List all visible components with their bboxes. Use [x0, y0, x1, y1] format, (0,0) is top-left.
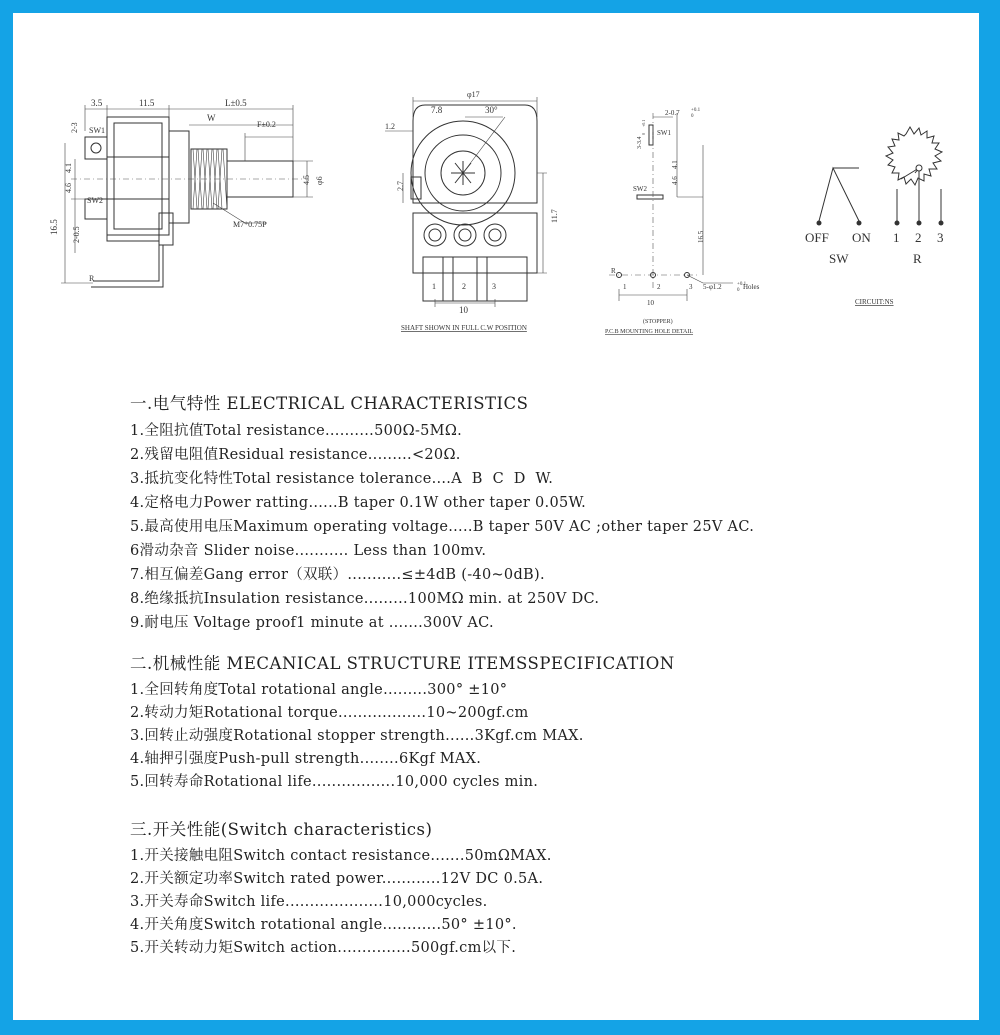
- label-r-circuit: R: [913, 251, 922, 266]
- dim-3-5: 3.5: [91, 98, 103, 108]
- dim-pcb-16-5: 16.5: [697, 230, 705, 243]
- pcb-caption: P.C.B MOUNTING HOLE DETAIL: [605, 329, 694, 335]
- sw2-slot: [637, 195, 663, 199]
- spec-max-voltage: 5.最高使用电压Maximum operating voltage.....B taper 50V AC ;other taper 25V AC.: [130, 519, 755, 535]
- dim-2-3: 2-3: [70, 122, 79, 133]
- terminal-1: 1: [893, 230, 900, 245]
- sw1-slot: [649, 125, 653, 145]
- dim-16-5: 16.5: [49, 219, 59, 235]
- terminal-pins: [424, 224, 506, 246]
- dim-pcb-4-1: 4.1: [671, 160, 679, 169]
- spec-total-resistance: 1.全阻抗值Total resistance..........500Ω-5MΩ.: [130, 423, 463, 439]
- spec-switch-rated-power: 2.开关额定功率Switch rated power............12V DC 0.5A.: [130, 871, 544, 887]
- terminal-3: 3: [937, 230, 944, 245]
- pin-1: 1: [432, 282, 436, 291]
- dim-holes-tol-lower: 0: [737, 288, 740, 293]
- spec-switch-angle: 4.开关角度Switch rotational angle............50° ±10°.: [130, 917, 517, 933]
- label-sw1: SW1: [89, 126, 105, 135]
- bushing-base: [169, 131, 189, 223]
- electrical-heading: 一.电气特性 ELECTRICAL CHARACTERISTICS: [130, 394, 529, 413]
- pin-3: 3: [492, 282, 496, 291]
- pcb-label-1: 1: [623, 283, 627, 291]
- spec-switch-life: 3.开关寿命Switch life....................10,000cycles.: [130, 894, 488, 910]
- switch-section: [130, 816, 552, 960]
- dim-4-1: 4.1: [64, 163, 73, 173]
- switch-heading: 三.开关性能(Switch characteristics): [130, 820, 433, 839]
- dim-3-3-4-tol-lower: 0: [641, 133, 646, 135]
- dim-thread: M7*0.75P: [233, 220, 267, 229]
- spec-rotational-life: 5.回转寿命Rotational life.................10,000 cycles min.: [130, 774, 539, 790]
- dim-10: 10: [459, 305, 468, 315]
- dim-4-6: 4.6: [64, 183, 73, 193]
- dim-phi6: φ6: [315, 176, 324, 185]
- dim-F: F±0.2: [257, 120, 276, 129]
- circuit-diagram: [805, 127, 944, 306]
- dim-phi17: φ17: [467, 90, 480, 99]
- terminal-2: 2: [915, 230, 922, 245]
- spec-switch-contact-resistance: 1.开关接触电阻Switch contact resistance.......50mΩMAX.: [130, 848, 552, 864]
- dim-7-8: 7.8: [431, 105, 443, 115]
- mechanical-heading: 二.机械性能 MECANICAL STRUCTURE ITEMSSPECIFICATION: [130, 654, 675, 673]
- dim-holes-label: Holes: [743, 283, 760, 291]
- label-sw: SW: [829, 251, 849, 266]
- dim-11-7: 11.7: [550, 209, 559, 223]
- pcb-label-2: 2: [657, 283, 661, 291]
- dim-2-7: 2.7: [396, 181, 405, 191]
- spec-rotational-angle: 1.全回转角度Total rotational angle.........300° ±10°: [130, 682, 508, 698]
- dim-11-5: 11.5: [139, 98, 155, 108]
- dim-holes: 5-φ1.2: [703, 283, 722, 291]
- spec-residual-resistance: 2.残留电阻值Residual resistance.........<20Ω.: [130, 447, 461, 463]
- pcb-label-r: R: [611, 267, 616, 275]
- spec-insulation-resistance: 8.绝缘抵抗Insulation resistance.........100MΩ min. at 250V DC.: [130, 591, 600, 607]
- spec-voltage-proof: 9.耐电压 Voltage proof1 minute at .......300V AC.: [130, 615, 494, 631]
- mechanical-section: [130, 650, 675, 794]
- switch-symbol: [819, 168, 859, 221]
- front-view-caption: SHAFT SHOWN IN FULL C.W POSITION: [401, 324, 527, 332]
- dim-3-3-4-tol-upper: +0.1: [641, 119, 646, 127]
- pcb-caption-top: (STOPPER): [643, 319, 673, 325]
- spec-power-rating: 4.定格电力Power ratting......B taper 0.1W other taper 0.05W.: [130, 495, 587, 511]
- pin-2: 2: [462, 282, 466, 291]
- electrical-section: [130, 390, 754, 635]
- terminal-off: OFF: [805, 230, 829, 245]
- datasheet-sheet: [13, 13, 979, 1020]
- label-sw2: SW2: [87, 196, 103, 205]
- pcb-label-3: 3: [689, 283, 693, 291]
- dim-3-3-4: 3-3.4: [637, 136, 643, 149]
- spec-stopper-strength: 3.回转止动强度Rotational stopper strength......3Kgf.cm MAX.: [130, 728, 584, 744]
- dim-L: L±0.5: [225, 98, 247, 108]
- dim-2-0-7: 2-0.7: [665, 109, 680, 117]
- dim-1-2: 1.2: [385, 122, 395, 131]
- front-view-drawing: [385, 90, 559, 332]
- pcb-label-sw2: SW2: [633, 185, 647, 193]
- dim-holes-tol-upper: +0.1: [737, 282, 747, 287]
- threaded-bushing: [191, 149, 227, 209]
- spec-rotational-torque: 2.转动力矩Rotational torque..................10~200gf.cm: [130, 705, 529, 721]
- spec-push-pull-strength: 4.轴押引强度Push-pull strength........6Kgf MAX.: [130, 751, 482, 767]
- spec-resistance-tolerance: 3.抵抗变化特性Total resistance tolerance....A B C D W.: [130, 471, 554, 487]
- terminal-on: ON: [852, 230, 871, 245]
- technical-drawings: [13, 13, 979, 373]
- spec-slider-noise: 6滑动杂音 Slider noise........... Less than 100mv.: [130, 543, 487, 559]
- dim-2-0-7-tol-lower: 0: [691, 114, 694, 119]
- pcb-label-sw1: SW1: [657, 129, 671, 137]
- spec-gang-error: 7.相互偏差Gang error（双联）...........≤±4dB (-40~0dB).: [130, 567, 545, 583]
- dim-pcb-4-6: 4.6: [671, 176, 679, 185]
- spec-switch-action: 5.开关转动力矩Switch action...............500gf.cm以下.: [130, 940, 517, 956]
- pot-body: [107, 117, 169, 235]
- dim-4-5: 4.5: [302, 175, 311, 185]
- side-view-drawing: [49, 98, 324, 287]
- dim-2-0-7-tol-upper: +0.1: [691, 108, 701, 113]
- dim-2-0-5: 2-0.5: [72, 226, 81, 243]
- circuit-caption: CIRCUIT:NS: [855, 298, 894, 306]
- label-r: R: [89, 274, 95, 283]
- dim-pcb-10: 10: [647, 299, 654, 307]
- pcb-detail-drawing: [605, 108, 760, 335]
- resistor-symbol: [886, 127, 942, 185]
- dim-30deg: 30°: [485, 105, 498, 115]
- dim-W: W: [207, 113, 216, 123]
